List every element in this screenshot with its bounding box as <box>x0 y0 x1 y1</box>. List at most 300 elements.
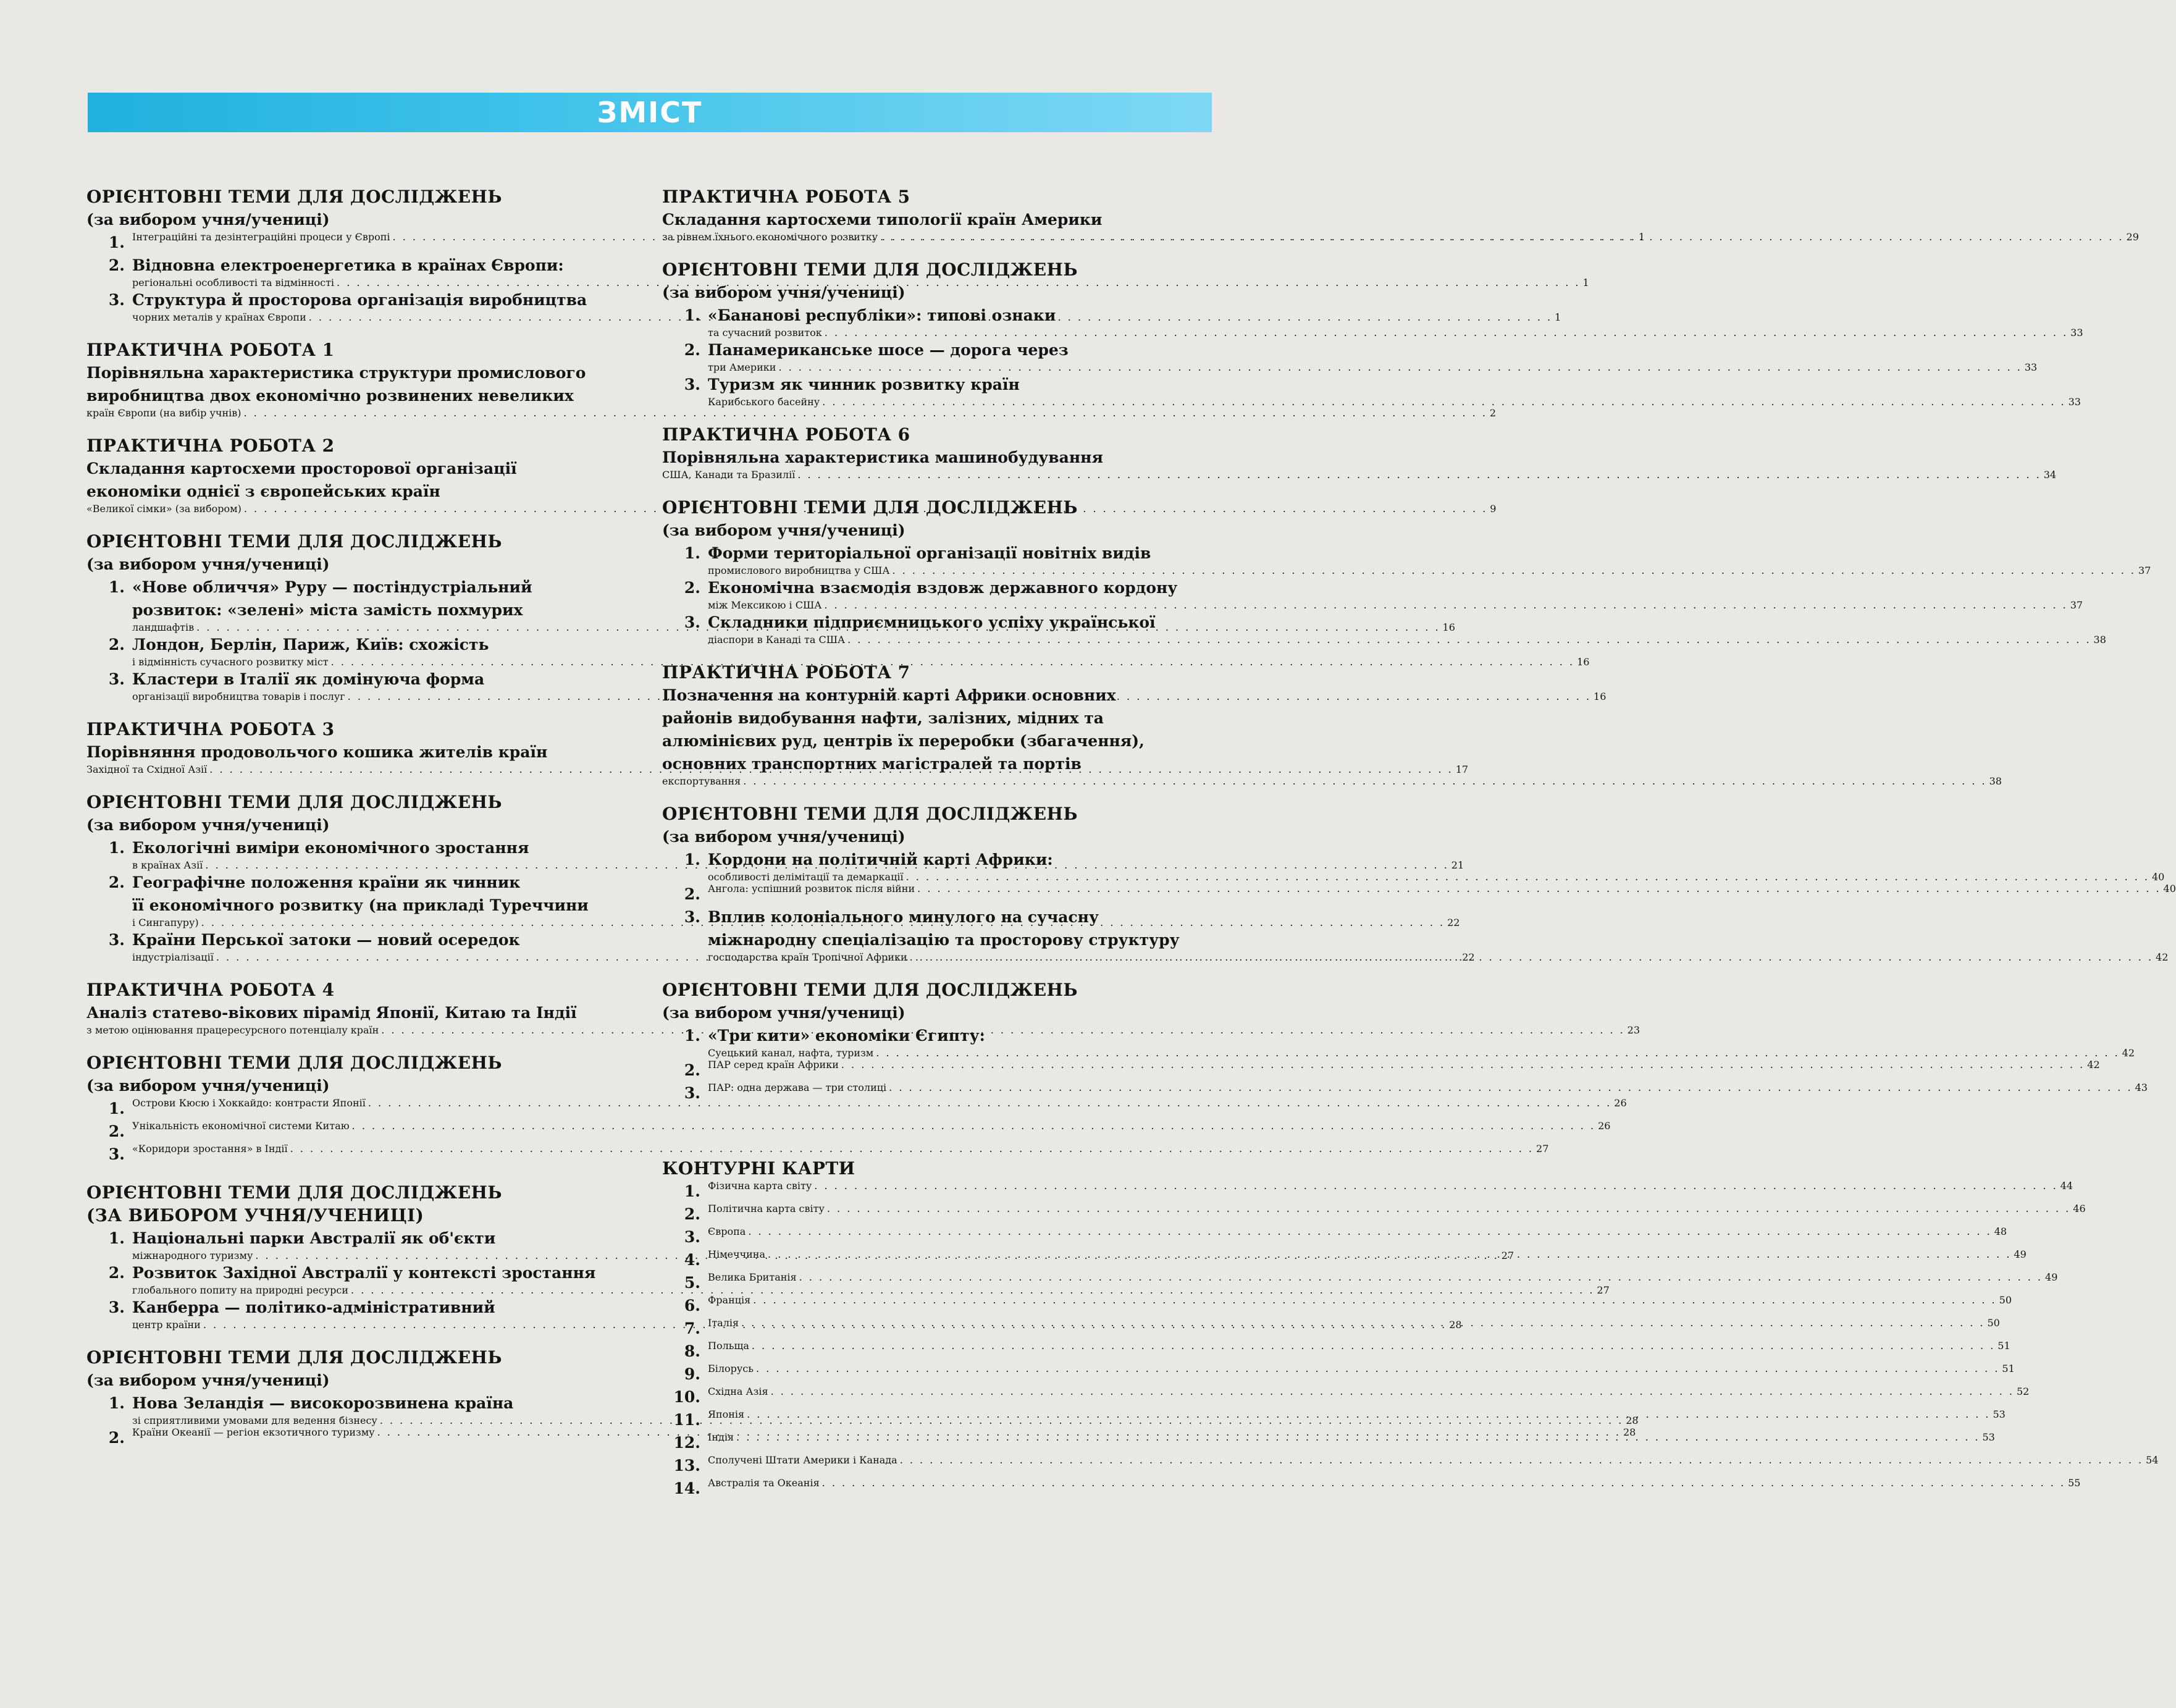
toc-entry-link[interactable] <box>662 231 2139 243</box>
item-number: 10. <box>673 1388 700 1406</box>
dot-leader <box>822 396 2065 408</box>
item-body <box>708 373 2081 408</box>
page-number: 38 <box>2093 634 2106 646</box>
entry-title-text: глобального попиту на природні ресурси <box>132 1284 349 1296</box>
section-subtitle: (за вибором учня/учениці) <box>662 828 905 846</box>
dot-leader <box>893 565 2136 576</box>
page-number: 16 <box>1594 691 1607 702</box>
toc-entry-link[interactable] <box>662 775 2002 787</box>
section-title: ОРІЄНТОВНІ ТЕМИ ДЛЯ ДОСЛІДЖЕНЬ <box>662 804 1078 824</box>
item-body <box>708 1408 2006 1431</box>
page-number: 26 <box>1598 1120 1611 1132</box>
toc-item-link[interactable] <box>708 565 2151 576</box>
item-number: 2. <box>108 873 125 891</box>
entry-title-text: Інтеграційні та дезінтеграційні процеси у Європі <box>132 231 390 243</box>
section-title: ОРІЄНТОВНІ ТЕМИ ДЛЯ ДОСЛІДЖЕНЬ <box>86 1347 502 1368</box>
entry-title-text: Сполучені Штати Америки і Канада <box>708 1454 897 1466</box>
dot-leader <box>900 1454 2143 1466</box>
entry-title-text: та сучасний розвиток <box>708 327 822 339</box>
page-number: 53 <box>1982 1431 1995 1443</box>
entry-text-line: районів видобування нафти, залізних, мідних та <box>662 709 1104 727</box>
entry-title-text: Карибського басейну <box>708 396 820 408</box>
entry-title-text: країн Європи (на вибір учнів) <box>86 407 242 419</box>
item-text-line: Економічна взаємодія вздовж державного кордону <box>708 579 1178 597</box>
item-body <box>708 542 2151 576</box>
item-body <box>708 1059 2100 1082</box>
entry-title-text: Ангола: успішний розвиток після війни <box>708 883 915 894</box>
toc-item <box>662 1454 2159 1477</box>
section-title: ПРАКТИЧНА РОБОТА 2 <box>86 435 335 456</box>
entry-title-text: Велика Британія <box>708 1271 797 1283</box>
entry-title-text: за рівнем їхнього економічного розвитку <box>662 231 878 243</box>
item-number: 2. <box>108 1264 125 1282</box>
page-number: 22 <box>1447 917 1460 928</box>
section-title: ПРАКТИЧНА РОБОТА 1 <box>86 340 335 360</box>
entry-title-text: Польща <box>708 1340 749 1352</box>
page-number: 42 <box>2156 951 2169 963</box>
dot-leader <box>827 1203 2070 1214</box>
entry-title-text: «Великої сімки» (за вибором) <box>86 503 242 515</box>
page-number: 43 <box>2135 1082 2148 1093</box>
entry-title-text: Острови Кюсю і Хоккайдо: контрасти Японії <box>132 1097 366 1109</box>
entry-text-line: алюмінієвих руд, центрів їх переробки (збагачення), <box>662 732 1145 750</box>
page-number: 51 <box>1997 1340 2010 1352</box>
toc-item <box>662 1363 2015 1386</box>
entry-title-text: Суецький канал, нафта, туризм <box>708 1047 874 1059</box>
entry-title-text: Фізична карта світу <box>708 1180 812 1192</box>
toc-item-link[interactable] <box>708 396 2081 408</box>
item-text-line: Географічне положення країни як чинник <box>132 873 521 891</box>
dot-leader <box>741 1317 1985 1329</box>
entry-text-line: Складання картосхеми типології країн Америки <box>662 211 1103 229</box>
dot-leader <box>753 1294 1996 1306</box>
item-body <box>708 1386 2029 1408</box>
item-number: 3. <box>108 670 125 688</box>
page-number: 34 <box>2043 469 2057 481</box>
item-text-line: Національні парки Австралії як об'єкти <box>132 1229 496 1247</box>
item-number: 3. <box>108 931 125 949</box>
section-title: ПРАКТИЧНА РОБОТА 5 <box>662 187 910 207</box>
toc-item-link[interactable] <box>708 1248 2027 1260</box>
section-title: ОРІЄНТОВНІ ТЕМИ ДЛЯ ДОСЛІДЖЕНЬ <box>86 1182 502 1203</box>
toc-item <box>662 1226 2007 1248</box>
page-number: 29 <box>2126 231 2139 243</box>
entry-title-text: з метою оцінювання працересурсного потенціалу країн <box>86 1024 379 1036</box>
page-number: 1 <box>1582 277 1589 288</box>
page-number: 28 <box>1626 1415 1639 1426</box>
item-body <box>708 611 2106 646</box>
page-number: 48 <box>1994 1226 2007 1237</box>
item-number: 1. <box>108 578 125 596</box>
entry-title-text: і відмінність сучасного розвитку міст <box>132 656 329 668</box>
item-number: 2. <box>108 1122 125 1140</box>
dot-leader <box>736 1431 1980 1443</box>
toc-item <box>662 1477 2081 1500</box>
toc-item-link[interactable] <box>708 1431 1995 1443</box>
section-title: ОРІЄНТОВНІ ТЕМИ ДЛЯ ДОСЛІДЖЕНЬ <box>86 792 502 812</box>
entry-title-text: Франція <box>708 1294 751 1306</box>
item-body <box>708 1317 2000 1340</box>
item-body <box>708 1226 2007 1248</box>
dot-leader <box>917 883 2161 894</box>
item-number: 1. <box>684 851 700 869</box>
page-number: 51 <box>2002 1363 2015 1374</box>
item-body <box>708 1431 1995 1454</box>
page-number: 2 <box>1489 407 1497 419</box>
page-number: 49 <box>2045 1271 2058 1283</box>
toc-item <box>662 576 2083 611</box>
entry-title-text: Білорусь <box>708 1363 754 1374</box>
entry-title-text: центр країни <box>132 1319 201 1331</box>
item-text-line: Кластери в Італії як домінуюча форма <box>132 670 485 688</box>
item-text-line: Нова Зеландія — високорозвинена країна <box>132 1394 514 1412</box>
item-number: 1. <box>108 1100 125 1117</box>
page-number: 16 <box>1577 656 1590 668</box>
item-text-line: її економічного розвитку (на прикладі Туреччини <box>132 896 589 914</box>
item-text-line: розвиток: «зелені» міста замість похмурих <box>132 601 523 619</box>
entry-text-line: Аналіз статево-вікових пірамід Японії, Китаю та Індії <box>86 1004 577 1022</box>
toc-item-link[interactable] <box>708 951 2168 963</box>
toc-item-link[interactable] <box>708 1454 2158 1466</box>
toc-item-link[interactable] <box>708 599 2083 611</box>
item-body <box>708 848 2164 883</box>
page-number: 22 <box>1462 951 1475 963</box>
dot-leader <box>747 1408 1990 1420</box>
item-number: 3. <box>684 613 700 631</box>
toc-item-link[interactable] <box>708 1047 2135 1059</box>
dot-leader <box>880 231 2123 243</box>
section-subtitle: (за вибором учня/учениці) <box>86 211 330 229</box>
section-title: ОРІЄНТОВНІ ТЕМИ ДЛЯ ДОСЛІДЖЕНЬ <box>86 187 502 207</box>
item-body <box>708 304 2083 339</box>
toc-item <box>86 1097 1627 1120</box>
page-title: ЗМІСТ <box>597 96 703 129</box>
section-title-continued: (ЗА ВИБОРОМ УЧНЯ/УЧЕНИЦІ) <box>86 1205 424 1226</box>
page-number: 28 <box>1449 1319 1462 1331</box>
toc-item-link[interactable] <box>708 327 2083 339</box>
entry-title-text: діаспори в Канаді та США <box>708 634 846 646</box>
item-body <box>708 1294 2012 1317</box>
entry-text-line: Порівняльна характеристика машинобудування <box>662 448 1103 466</box>
dot-leader <box>910 951 2153 963</box>
page-number: 17 <box>1455 764 1469 775</box>
section-title: КОНТУРНІ КАРТИ <box>662 1158 855 1179</box>
item-number: 14. <box>673 1479 700 1497</box>
entry-title-text: Європа <box>708 1226 746 1237</box>
entry-title-text: Індія <box>708 1431 734 1443</box>
page-number: 44 <box>2060 1180 2073 1192</box>
entry-title-text: Австралія та Океанія <box>708 1477 820 1489</box>
page-number: 50 <box>1987 1317 2000 1329</box>
dot-leader <box>743 775 1986 787</box>
item-body <box>708 906 2168 963</box>
section-subtitle: (за вибором учня/учениці) <box>86 1077 330 1095</box>
dot-leader <box>778 361 2022 373</box>
entry-title-text: «Коридори зростання» в Індії <box>132 1143 288 1155</box>
toc-item-link[interactable] <box>708 1294 2012 1306</box>
item-number: 9. <box>684 1365 700 1383</box>
item-number: 2. <box>108 636 125 654</box>
page-number: 23 <box>1627 1024 1640 1036</box>
section-title: ПРАКТИЧНА РОБОТА 7 <box>662 662 910 683</box>
entry-title-text: експортування <box>662 775 741 787</box>
entry-text-line: основних транспортних магістралей та портів <box>662 755 1082 773</box>
page-number: 33 <box>2070 327 2083 339</box>
page-number: 46 <box>2073 1203 2086 1214</box>
toc-item <box>662 1294 2012 1317</box>
dot-leader <box>841 1059 2085 1071</box>
entry-title-text: і Сингапуру) <box>132 917 199 928</box>
toc-entry-link[interactable] <box>86 407 1497 419</box>
page-number: 52 <box>2016 1386 2030 1397</box>
toc-section <box>662 185 2139 243</box>
toc-item-link[interactable] <box>708 871 2164 883</box>
item-number: 2. <box>108 1429 125 1447</box>
toc-item <box>662 1180 2073 1203</box>
section-title: ПРАКТИЧНА РОБОТА 4 <box>86 980 335 1000</box>
entry-title-text: США, Канади та Бразилії <box>662 469 796 481</box>
entry-title-text: Італія <box>708 1317 739 1329</box>
item-text-line: Панамериканське шосе — дорога через <box>708 341 1069 359</box>
contents-banner <box>88 93 1212 132</box>
item-number: 1. <box>684 306 700 324</box>
entry-title-text: організації виробництва товарів і послуг <box>132 691 345 702</box>
entry-title-text: особливості делімітації та демаркації <box>708 871 904 883</box>
page-number: 16 <box>1442 621 1455 633</box>
toc-item-link[interactable] <box>708 1317 2000 1329</box>
toc-item-link[interactable] <box>708 361 2037 373</box>
item-number: 3. <box>108 291 125 309</box>
section-title: ОРІЄНТОВНІ ТЕМИ ДЛЯ ДОСЛІДЖЕНЬ <box>86 531 502 552</box>
entry-title-text: господарства країн Тропічної Африки <box>708 951 907 963</box>
item-text-line: Розвиток Західної Австралії у контексті зростання <box>132 1264 596 1282</box>
item-body <box>708 1454 2158 1477</box>
entry-text-line: Позначення на контурній карті Африки основних <box>662 686 1116 704</box>
entry-title-text: Західної та Східної Азії <box>86 764 208 775</box>
section-subtitle: (за вибором учня/учениці) <box>662 1004 905 1022</box>
toc-section <box>662 423 2057 481</box>
section-subtitle: (за вибором учня/учениці) <box>662 284 905 301</box>
item-number: 11. <box>673 1411 700 1429</box>
entry-title-text: в країнах Азії <box>132 859 203 871</box>
item-body <box>708 1248 2027 1271</box>
page-number: 33 <box>2024 361 2038 373</box>
entry-text-line: Порівняння продовольчого кошика жителів країн <box>86 743 548 761</box>
entry-title-text: три Америки <box>708 361 776 373</box>
section-subtitle: (за вибором учня/учениці) <box>86 1371 330 1389</box>
entry-title-text: промислового виробництва у США <box>708 565 890 576</box>
item-body <box>708 883 2176 906</box>
item-text-line: Форми територіальної організації новітніх видів <box>708 544 1151 562</box>
item-number: 3. <box>684 908 700 926</box>
page-number: 49 <box>2014 1248 2027 1260</box>
dot-leader <box>768 1248 2011 1260</box>
item-text-line: Складники підприємницького успіху української <box>708 613 1156 631</box>
toc-entry-link[interactable] <box>662 469 2057 481</box>
toc-item-link[interactable] <box>708 634 2106 646</box>
item-number: 1. <box>684 1027 700 1045</box>
toc-item <box>662 1340 2010 1363</box>
item-text-line: міжнародну спеціалізацію та просторову структуру <box>708 931 1180 949</box>
item-text-line: Екологічні виміри економічного зростання <box>132 839 529 857</box>
item-body <box>708 576 2083 611</box>
page-number: 27 <box>1501 1250 1514 1261</box>
item-number: 12. <box>673 1434 700 1452</box>
item-body <box>708 1203 2086 1226</box>
toc-item-link[interactable] <box>708 1203 2086 1214</box>
page-number: 38 <box>1989 775 2002 787</box>
item-text-line: «Нове обличчя» Руру — постіндустріальний <box>132 578 532 596</box>
toc-item-link[interactable] <box>708 1059 2100 1071</box>
entry-title-text: Політична карта світу <box>708 1203 825 1214</box>
page-number: 55 <box>2068 1477 2081 1489</box>
item-number: 1. <box>108 1394 125 1412</box>
toc-item <box>86 1120 1611 1143</box>
item-number: 1. <box>108 233 125 251</box>
page-number: 54 <box>2146 1454 2159 1466</box>
dot-leader <box>847 634 2091 646</box>
toc-item-link[interactable] <box>708 1180 2073 1192</box>
section-subtitle: (за вибором учня/учениці) <box>86 555 330 573</box>
dot-leader <box>822 1477 2065 1489</box>
toc-item-link[interactable] <box>708 1226 2007 1237</box>
item-body <box>708 1477 2080 1500</box>
item-number: 2. <box>684 341 700 359</box>
entry-title-text: між Мексикою і США <box>708 599 822 611</box>
item-number: 1. <box>684 544 700 562</box>
toc-item <box>662 1059 2100 1082</box>
entry-title-text: індустріалізації <box>132 951 214 963</box>
dot-leader <box>814 1180 2057 1192</box>
toc-item-link[interactable] <box>708 1386 2029 1397</box>
dot-leader <box>756 1363 1999 1374</box>
item-text-line: Відновна електроенергетика в країнах Європи: <box>132 256 564 274</box>
page-number: 42 <box>2087 1059 2100 1071</box>
item-number: 3. <box>684 1084 700 1102</box>
item-text-line: «Три кити» економіки Єгипту: <box>708 1027 985 1045</box>
item-body <box>708 1024 2135 1059</box>
entry-text-line: Складання картосхеми просторової організації <box>86 460 517 477</box>
item-number: 2. <box>108 256 125 274</box>
dot-leader <box>889 1082 2132 1093</box>
item-text-line: Лондон, Берлін, Париж, Київ: схожість <box>132 636 489 654</box>
entry-title-text: Німеччина <box>708 1248 766 1260</box>
toc-item-link[interactable] <box>708 1408 2006 1420</box>
page-number: 1 <box>1638 231 1645 243</box>
item-number: 2. <box>684 885 700 903</box>
item-number: 4. <box>684 1251 700 1269</box>
toc-item <box>662 1386 2030 1408</box>
entry-text-line: економіки однієї з європейських країн <box>86 482 440 500</box>
toc-item-link[interactable] <box>708 1363 2015 1374</box>
entry-title-text: ландшафтів <box>132 621 195 633</box>
item-text-line: Вплив колоніального минулого на сучасну <box>708 908 1099 926</box>
entry-title-text: регіональні особливості та відмінності <box>132 277 335 288</box>
item-body <box>708 1180 2073 1203</box>
page-number: 9 <box>1490 503 1497 515</box>
item-number: 1. <box>108 1229 125 1247</box>
item-text-line: Канберра — політико-адміністративний <box>132 1298 495 1316</box>
page-number: 37 <box>2070 599 2083 611</box>
entry-title-text: чорних металів у країнах Європи <box>132 311 306 323</box>
dot-leader <box>799 1271 2043 1283</box>
page-number: 40 <box>2163 883 2176 894</box>
item-number: 2. <box>684 1205 700 1223</box>
dot-leader <box>752 1340 1995 1352</box>
item-body <box>708 1340 2010 1363</box>
toc-item <box>662 373 2081 408</box>
item-number: 1. <box>108 839 125 857</box>
item-body <box>708 339 2037 373</box>
entry-title-text: Унікальність економічної системи Китаю <box>132 1120 350 1132</box>
item-number: 3. <box>108 1298 125 1316</box>
page-number: 27 <box>1597 1284 1610 1296</box>
section-subtitle: (за вибором учня/учениці) <box>86 816 330 834</box>
toc-item <box>662 542 2151 576</box>
toc-item <box>86 1143 1549 1166</box>
item-number: 1. <box>684 1182 700 1200</box>
toc-section <box>662 258 2083 408</box>
toc-item-link[interactable] <box>708 1271 2057 1283</box>
item-text-line: «Бананові республіки»: типові ознаки <box>708 306 1056 324</box>
entry-title-text: Східна Азія <box>708 1386 768 1397</box>
item-text-line: Структура й просторова організація виробництва <box>132 291 587 309</box>
item-number: 5. <box>684 1274 700 1292</box>
section-title: ПРАКТИЧНА РОБОТА 3 <box>86 719 335 739</box>
item-number: 2. <box>684 1061 700 1079</box>
page-number: 33 <box>2068 396 2081 408</box>
page-number: 27 <box>1536 1143 1549 1155</box>
entry-title-text: ПАР: одна держава — три столиці <box>708 1082 887 1093</box>
item-body <box>708 1363 2015 1386</box>
page-number: 53 <box>1993 1408 2006 1420</box>
toc-item <box>662 304 2083 339</box>
section-spacer <box>662 1120 1212 1157</box>
toc-item-link[interactable] <box>708 1082 2148 1093</box>
dot-leader <box>748 1226 1991 1237</box>
item-number: 13. <box>673 1457 700 1475</box>
page-number: 21 <box>1451 859 1464 871</box>
section-title: ОРІЄНТОВНІ ТЕМИ ДЛЯ ДОСЛІДЖЕНЬ <box>662 259 1078 280</box>
toc-item-link[interactable] <box>708 1477 2080 1489</box>
page-number: 26 <box>1614 1097 1627 1109</box>
entry-text-line: виробництва двох економічно розвинених невеликих <box>86 387 574 405</box>
section-title: ПРАКТИЧНА РОБОТА 6 <box>662 424 910 445</box>
toc-item <box>662 883 2176 906</box>
toc-item-link[interactable] <box>708 883 2176 894</box>
item-number: 2. <box>684 579 700 597</box>
page-number: 50 <box>1999 1294 2012 1306</box>
item-number: 3. <box>684 1228 700 1246</box>
toc-item <box>662 1203 2086 1226</box>
item-number: 7. <box>684 1319 700 1337</box>
entry-title-text: зі сприятливими умовами для ведення бізнесу <box>132 1415 377 1426</box>
item-number: 3. <box>108 1145 125 1163</box>
dot-leader <box>876 1047 2119 1059</box>
dot-leader <box>797 469 2041 481</box>
page-number: 37 <box>2138 565 2151 576</box>
section-subtitle: (за вибором учня/учениці) <box>662 521 905 539</box>
page-number: 1 <box>1555 311 1561 323</box>
entry-title-text: міжнародного туризму <box>132 1250 253 1261</box>
page-number: 40 <box>2152 871 2165 883</box>
dot-leader <box>824 599 2067 611</box>
item-text-line: Країни Перської затоки — новий осередок <box>132 931 520 949</box>
item-text-line: Кордони на політичній карті Африки: <box>708 851 1053 869</box>
item-body <box>708 1082 2148 1104</box>
item-number: 8. <box>684 1342 700 1360</box>
toc-item-link[interactable] <box>708 1340 2010 1352</box>
